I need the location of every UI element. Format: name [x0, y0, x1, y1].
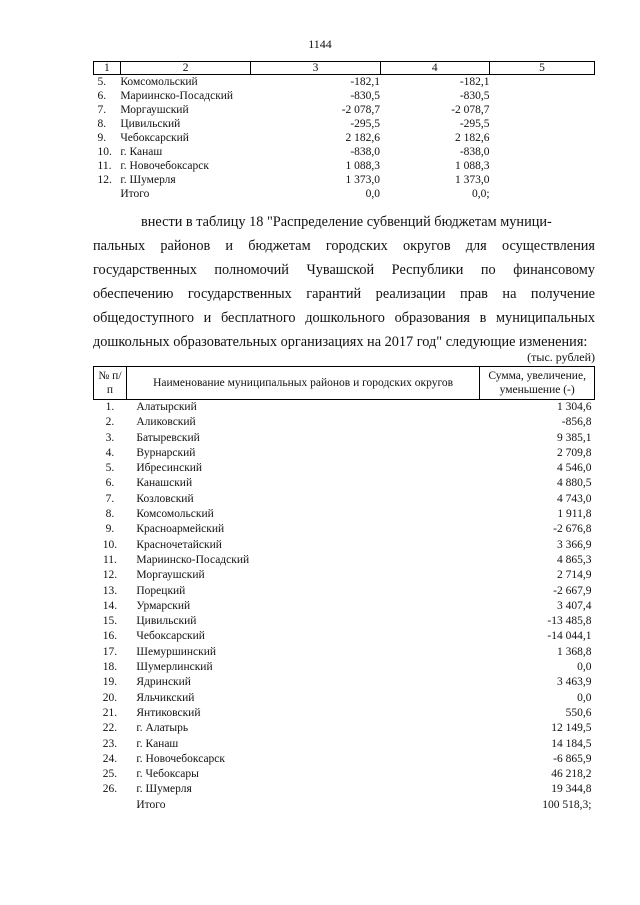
table-row: [94, 584, 595, 599]
amount: -13 485,8: [547, 615, 592, 628]
amount: 19 344,8: [551, 783, 592, 796]
row-number: [94, 798, 127, 813]
table-continuation: [93, 61, 595, 201]
row-number: 7.: [97, 104, 107, 116]
district-name: Янтиковский: [136, 706, 201, 719]
value-col3: 1 373,0: [345, 174, 381, 186]
table-row: [94, 629, 595, 644]
district-name: Ибресинский: [136, 462, 203, 475]
value-col3: -295,5: [350, 118, 381, 130]
row-number: 3.: [105, 431, 115, 444]
row-number: 11.: [102, 553, 117, 566]
table-row: [94, 131, 595, 145]
table-row: [94, 675, 595, 690]
district-name: Яльчикский: [136, 691, 195, 704]
value-col3: 1 088,3: [345, 160, 381, 172]
district-name: г. Канаш: [136, 737, 179, 750]
total-col3: 0,0: [365, 188, 381, 200]
value-col4: -295,5: [459, 118, 490, 130]
district-name: г. Канаш: [120, 146, 163, 158]
district-name: Чебоксарский: [120, 132, 189, 144]
row-number: 26.: [102, 783, 118, 796]
amount: 3 366,9: [557, 538, 592, 551]
subvention-table: [93, 366, 595, 813]
row-number: 22.: [102, 722, 118, 735]
row-number: 17.: [102, 645, 118, 658]
table-header-row: [94, 367, 595, 400]
district-name: Мариинско-Посадский: [136, 553, 250, 566]
table-row: [94, 461, 595, 476]
amount: 4 546,0: [557, 462, 592, 475]
amount: 4 880,5: [557, 477, 592, 490]
district-name: Ядринский: [136, 676, 191, 689]
amount: -14 044,1: [547, 630, 592, 643]
value-col4: -830,5: [459, 90, 490, 102]
district-name: Моргаушский: [136, 569, 205, 582]
value-col5: [490, 131, 595, 145]
value-col4: -2 078,7: [451, 104, 490, 116]
district-name: Цивильский: [136, 615, 197, 628]
amount: -2 676,8: [553, 523, 592, 536]
row-number: 9.: [105, 523, 115, 536]
amount: 4 743,0: [557, 492, 592, 505]
district-name: Цивильский: [120, 118, 181, 130]
table-row: [94, 614, 595, 629]
amount: -856,8: [561, 416, 592, 429]
amendment-paragraph: [93, 210, 595, 354]
value-col4: -838,0: [459, 146, 490, 158]
amount: 9 385,1: [557, 431, 592, 444]
row-number: 1.: [105, 401, 115, 413]
district-name: Красноармейский: [136, 523, 225, 536]
table-row: [94, 782, 595, 797]
amount: 2 709,8: [557, 446, 592, 459]
value-col5: [490, 159, 595, 173]
header-name: Наименование муниципальных районов и городских округов: [126, 367, 479, 400]
row-number: 8.: [97, 118, 107, 130]
value-col4: -182,1: [459, 76, 490, 88]
value-col3: -830,5: [350, 90, 381, 102]
table-row: [94, 145, 595, 159]
table-row: [94, 492, 595, 507]
row-number: 21.: [102, 706, 118, 719]
total-label: Итого: [120, 188, 150, 200]
table-row: [94, 706, 595, 721]
district-name: Порецкий: [136, 584, 186, 597]
table-row: [94, 660, 595, 675]
district-name: Чебоксарский: [136, 630, 205, 643]
table-row: [94, 117, 595, 131]
amount: 46 218,2: [551, 768, 592, 781]
row-number: 6.: [105, 477, 115, 490]
value-col4: 2 182,6: [455, 132, 490, 144]
value-col5: [490, 145, 595, 159]
district-name: Шемуршинский: [136, 645, 217, 658]
table-header-row: [94, 62, 595, 75]
row-number: 9.: [97, 132, 107, 144]
value-col5: [490, 103, 595, 117]
value-col5: [490, 173, 595, 187]
table-row: [94, 721, 595, 736]
district-name: Козловский: [136, 492, 194, 505]
district-name: Комсомольский: [120, 76, 198, 88]
row-number: 16.: [102, 630, 118, 643]
table-row: [94, 173, 595, 187]
table-row: [94, 568, 595, 583]
value-col3: -2 078,7: [341, 104, 381, 116]
table-row: [94, 507, 595, 522]
district-name: Красночетайский: [136, 538, 222, 551]
district-name: Алатырский: [136, 401, 197, 413]
table-row: [94, 522, 595, 537]
row-number: 13.: [102, 584, 118, 597]
amount: 2 714,9: [557, 569, 592, 582]
value-col5: [490, 75, 595, 90]
value-col3: -838,0: [350, 146, 381, 158]
table-row: [94, 89, 595, 103]
row-number: 5.: [97, 76, 107, 88]
amount: 1 911,8: [557, 508, 592, 521]
row-number: 14.: [102, 599, 118, 612]
district-name: Канашский: [136, 477, 193, 490]
district-name: г. Новочебоксарск: [136, 752, 225, 765]
total-row: [94, 798, 595, 813]
district-name: Батыревский: [136, 431, 200, 444]
district-name: Комсомольский: [136, 508, 214, 521]
amount: -6 865,9: [553, 752, 592, 765]
row-number: 5.: [105, 462, 115, 475]
district-name: Урмарский: [136, 599, 191, 612]
amount: 1 368,8: [557, 645, 592, 658]
table-row: [94, 752, 595, 767]
amount: 3 407,4: [557, 599, 592, 612]
row-number: 19.: [102, 676, 118, 689]
table-row: [94, 431, 595, 446]
row-number: 11.: [97, 160, 112, 172]
row-number: 18.: [102, 661, 118, 674]
table-row: [94, 645, 595, 660]
row-number: 12.: [97, 174, 112, 186]
table-row: [94, 159, 595, 173]
table-row: [94, 415, 595, 430]
district-name: Моргаушский: [120, 104, 189, 116]
row-number: 8.: [105, 508, 115, 521]
table-row: [94, 103, 595, 117]
value-col5: [490, 187, 595, 201]
row-number: 20.: [102, 691, 118, 704]
column-number-1: 1: [94, 62, 121, 75]
amount: 14 184,5: [551, 737, 592, 750]
amount: -2 667,9: [553, 584, 592, 597]
column-number-5: 5: [490, 62, 595, 75]
amount: 4 865,3: [557, 553, 592, 566]
value-col5: [490, 89, 595, 103]
district-name: Мариинско-Посадский: [120, 90, 234, 102]
paragraph-body: пальных районов и бюджетам городских округов для осуществления государственных полномочий Чувашской Республики по финансовому обеспечению государственных гарантий реализации прав на получение общедоступного и бесплатного дошкольного образования в муниципальных дошкольных образовательных организациях на 2017 год" следующие изменения:: [93, 238, 595, 350]
table-row: [94, 476, 595, 491]
page-number: 1144: [308, 37, 332, 51]
row-number: 10.: [97, 146, 112, 158]
header-number: № п/п: [94, 367, 127, 400]
table-row: [94, 767, 595, 782]
table-row: [94, 446, 595, 461]
amount: 3 463,9: [557, 676, 592, 689]
district-name: г. Чебоксары: [136, 768, 199, 781]
table-row: [94, 737, 595, 752]
total-amount: 100 518,3;: [542, 798, 592, 811]
amount: 0,0: [577, 691, 592, 704]
table-row: [94, 538, 595, 553]
total-col4: 0,0;: [471, 188, 490, 200]
header-sum: Сумма, увеличение, уменьшение (-): [480, 367, 595, 400]
column-number-4: 4: [380, 62, 490, 75]
row-number: 10.: [102, 538, 118, 551]
value-col3: 2 182,6: [345, 132, 381, 144]
value-col4: 1 088,3: [455, 160, 490, 172]
district-name: г. Шумерля: [136, 783, 192, 796]
amount: 550,6: [565, 706, 592, 719]
value-col3: -182,1: [350, 76, 381, 88]
table-row: [94, 691, 595, 706]
table-row: [94, 75, 595, 90]
total-label: Итого: [136, 798, 166, 811]
value-col5: [490, 117, 595, 131]
amount: 1 304,6: [557, 401, 592, 413]
row-number: 25.: [102, 768, 118, 781]
amount: 12 149,5: [551, 722, 592, 735]
table-row: [94, 400, 595, 416]
paragraph-first-line: внести в таблицу 18 "Распределение субвенций бюджетам муници-: [141, 214, 552, 230]
value-col4: 1 373,0: [455, 174, 490, 186]
row-number: [94, 187, 121, 201]
column-number-3: 3: [251, 62, 380, 75]
row-number: 15.: [102, 615, 118, 628]
row-number: 2.: [105, 416, 115, 429]
row-number: 24.: [102, 752, 118, 765]
district-name: г. Алатырь: [136, 722, 189, 735]
amount: 0,0: [577, 661, 592, 674]
row-number: 23.: [102, 737, 118, 750]
district-name: Аликовский: [136, 416, 196, 429]
row-number: 12.: [102, 569, 118, 582]
district-name: г. Шумерля: [120, 174, 176, 186]
table-row: [94, 553, 595, 568]
column-number-2: 2: [120, 62, 251, 75]
district-name: Вурнарский: [136, 446, 196, 459]
row-number: 7.: [105, 492, 115, 505]
row-number: 6.: [97, 90, 107, 102]
district-name: г. Новочебоксарск: [120, 160, 209, 172]
row-number: 4.: [105, 446, 115, 459]
total-row: [94, 187, 595, 201]
units-note: (тыс. рублей): [527, 350, 595, 364]
table-row: [94, 599, 595, 614]
district-name: Шумерлинский: [136, 661, 213, 674]
